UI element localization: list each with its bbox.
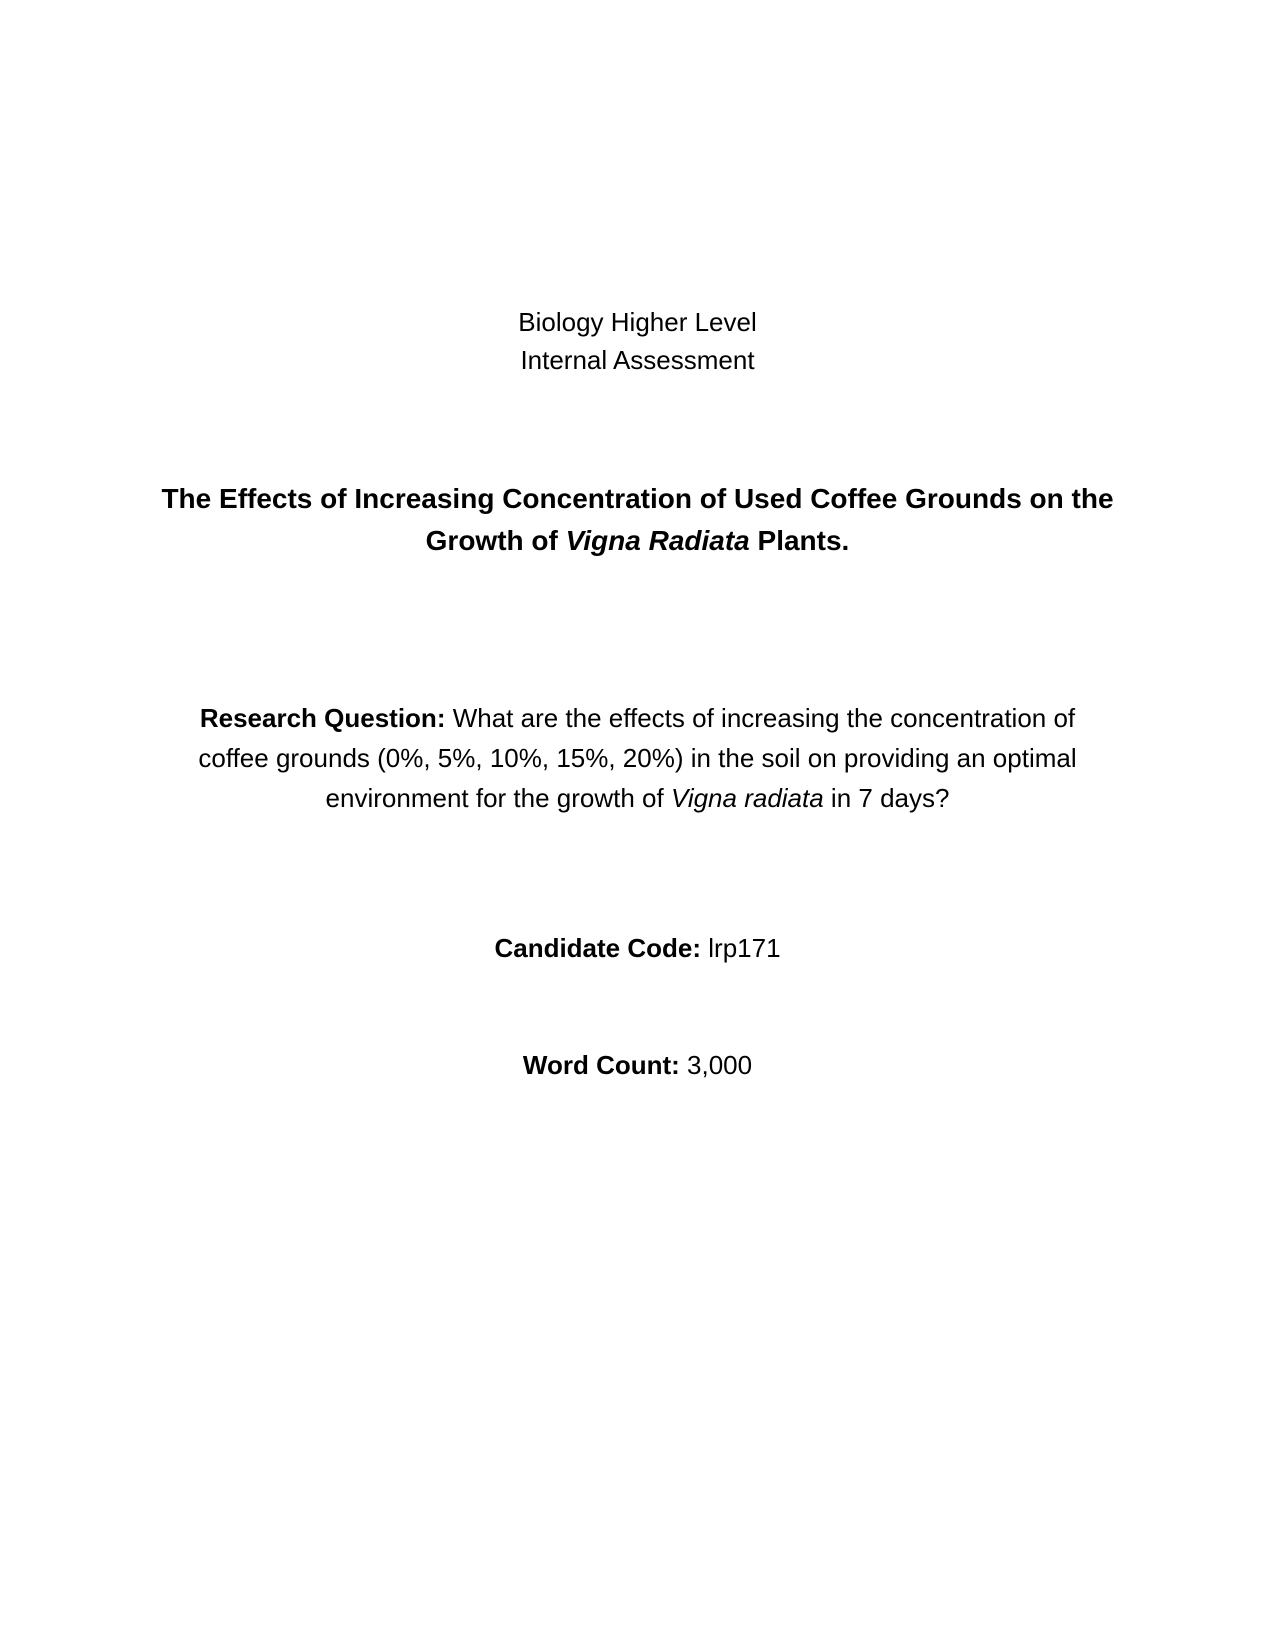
candidate-code-line — [140, 932, 1135, 964]
document-title — [140, 478, 1135, 562]
title-line-2-post: Plants. — [749, 525, 850, 556]
research-question-line-2: coffee grounds (0%, 5%, 10%, 15%, 20%) in the soil on providing an optimal — [198, 743, 1077, 773]
research-question-line-3 — [140, 778, 1135, 818]
research-question-line-3-post: in 7 days? — [823, 783, 950, 813]
research-question-line-1 — [140, 698, 1135, 738]
word-count-label: Word Count: — [522, 1050, 680, 1080]
assessment-type: Internal Assessment — [520, 345, 755, 375]
candidate-code-value: lrp171 — [701, 933, 781, 963]
title-line-2-pre: Growth of — [425, 525, 566, 556]
title-species-name: Vigna Radiata — [565, 525, 750, 556]
research-question — [140, 698, 1135, 818]
course-name: Biology Higher Level — [518, 307, 757, 337]
research-question-line-3-pre: environment for the growth of — [325, 783, 671, 813]
title-line-2 — [140, 520, 1135, 562]
research-question-species-name: Vigna radiata — [670, 783, 824, 813]
candidate-code-label: Candidate Code: — [494, 933, 702, 963]
word-count-value: 3,000 — [679, 1050, 753, 1080]
title-line-1: The Effects of Increasing Concentration of Used Coffee Grounds on the — [161, 483, 1114, 514]
research-question-label: Research Question: — [199, 703, 446, 733]
research-question-line-1-rest: What are the effects of increasing the concentration of — [445, 703, 1076, 733]
course-header — [140, 303, 1135, 379]
word-count-line — [140, 1049, 1135, 1081]
